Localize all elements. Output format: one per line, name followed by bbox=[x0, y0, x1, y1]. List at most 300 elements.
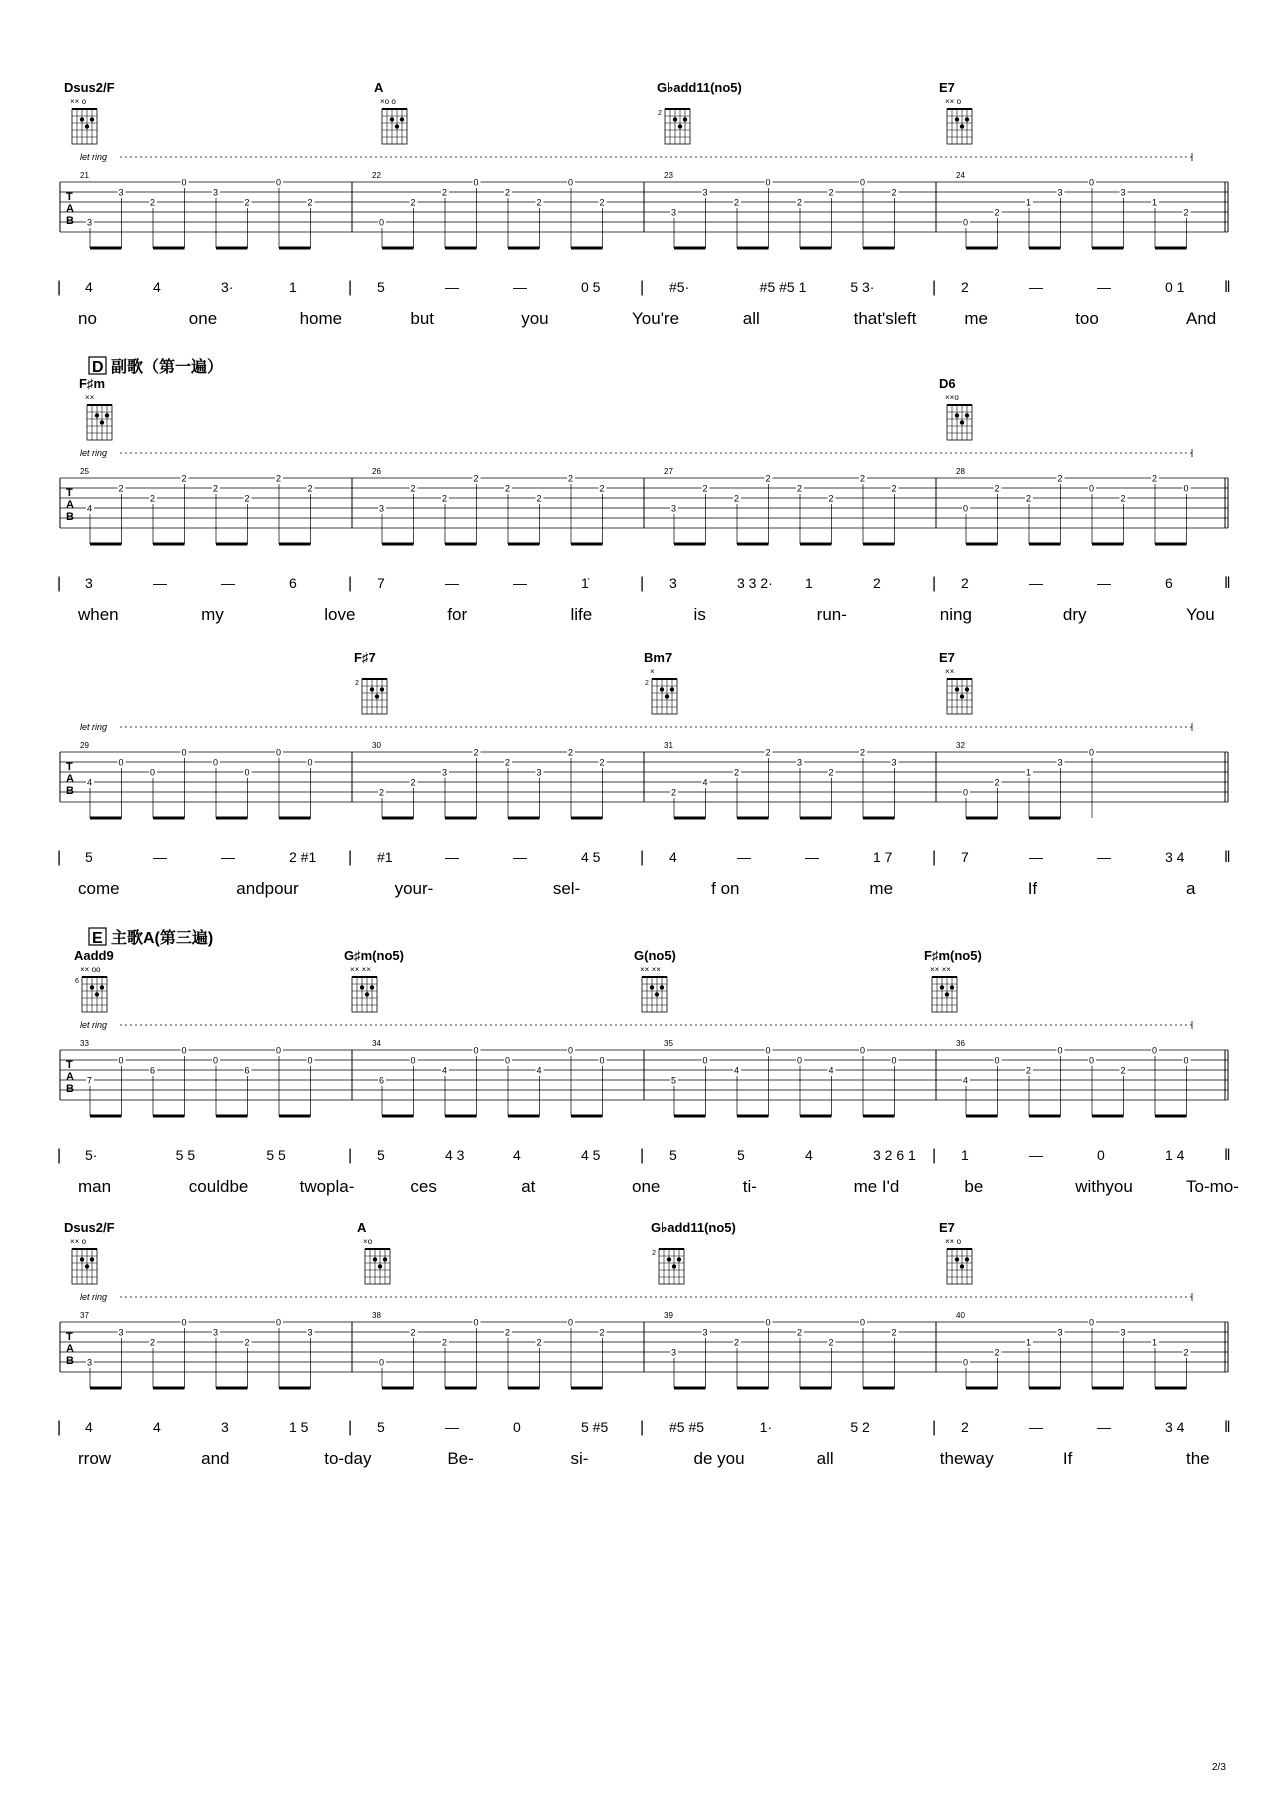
tab-fret-number: 2 bbox=[797, 1327, 803, 1338]
lyric-syllable: home bbox=[299, 309, 343, 328]
chord-fret-number: 2 bbox=[658, 110, 662, 117]
chord-finger-dot bbox=[100, 985, 104, 989]
lyric-syllable: come bbox=[78, 879, 120, 898]
jianpu-note: 4 5 bbox=[581, 1147, 601, 1163]
tab-fret-number: 2 bbox=[505, 1327, 511, 1338]
jianpu-note: 4 bbox=[669, 849, 677, 865]
jianpu-note: — bbox=[1097, 575, 1111, 591]
tab-fret-number: 0 bbox=[963, 217, 969, 228]
jianpu-note: — bbox=[153, 849, 167, 865]
tab-fret-number: 3 bbox=[379, 503, 385, 514]
measure bbox=[372, 171, 644, 248]
tab-fret-number: 2 bbox=[244, 197, 250, 208]
tab-fret-number: 2 bbox=[213, 483, 219, 494]
jianpu-barline: | bbox=[932, 849, 937, 866]
jianpu-barline: | bbox=[640, 575, 645, 592]
tab-fret-number: 0 bbox=[1183, 483, 1189, 494]
tab-fret-number: 2 bbox=[599, 757, 605, 768]
jianpu-note: 1 bbox=[289, 279, 297, 295]
chord-diagram bbox=[657, 80, 742, 144]
chord-finger-dot bbox=[400, 117, 404, 121]
lyric-syllable: sel- bbox=[552, 879, 581, 898]
jianpu-note: 2 bbox=[961, 1419, 969, 1435]
lyric-syllable: And bbox=[1186, 309, 1217, 328]
tab-fret-number: 2 bbox=[181, 473, 187, 484]
chord-finger-dot bbox=[95, 413, 99, 417]
lyric-syllable: no bbox=[78, 309, 97, 328]
jianpu-barline: | bbox=[57, 575, 62, 592]
tab-fret-number: 2 bbox=[797, 197, 803, 208]
tab-fret-number: 0 bbox=[276, 1317, 282, 1328]
lyric-syllable: the bbox=[1186, 1449, 1210, 1468]
tab-fret-number: 4 bbox=[87, 777, 93, 788]
tab-fret-number: 0 bbox=[963, 503, 969, 514]
measure-number: 39 bbox=[664, 1311, 673, 1320]
jianpu-note: 5 bbox=[377, 1147, 385, 1163]
measure bbox=[956, 1311, 1228, 1388]
measure-number: 36 bbox=[956, 1039, 965, 1048]
lyric-syllable: ning bbox=[939, 605, 972, 624]
jianpu-barline: ‖ bbox=[1224, 1419, 1231, 1436]
lyric-syllable: a bbox=[1186, 879, 1196, 898]
system-1 bbox=[57, 80, 1231, 328]
chord-name: A bbox=[357, 1220, 367, 1235]
system-3 bbox=[57, 650, 1231, 898]
chord-fret-number: 6 bbox=[75, 978, 79, 985]
chord-open-mute-markers: ×× ×× bbox=[640, 965, 661, 974]
chord-diagram bbox=[939, 650, 972, 714]
chord-finger-dot bbox=[667, 1257, 671, 1261]
jianpu-note: #1 bbox=[377, 849, 393, 865]
jianpu-note: 3 4 bbox=[1165, 849, 1185, 865]
measure bbox=[664, 171, 936, 248]
tab-fret-number: 3 bbox=[87, 217, 93, 228]
lyric-syllable: life bbox=[570, 605, 593, 624]
jianpu-barline: | bbox=[640, 849, 645, 866]
tab-fret-number: 1 bbox=[1152, 197, 1158, 208]
jianpu-note: 2 #1 bbox=[289, 849, 317, 865]
tab-fret-number: 0 bbox=[568, 177, 574, 188]
tab-fret-number: 0 bbox=[473, 1045, 479, 1056]
let-ring-label: let ring bbox=[80, 722, 108, 732]
tab-fret-number: 3 bbox=[118, 187, 124, 198]
tab-fret-number: 2 bbox=[536, 1337, 542, 1348]
tab-fret-number: 4 bbox=[734, 1065, 740, 1076]
jianpu-note: 7 bbox=[961, 849, 969, 865]
tab-fret-number: 0 bbox=[860, 1317, 866, 1328]
jianpu-barline: | bbox=[640, 1419, 645, 1436]
lyric-syllable: couldbe bbox=[188, 1177, 249, 1196]
chord-diagram bbox=[634, 948, 676, 1012]
lyric-syllable: me bbox=[869, 879, 894, 898]
lyric-syllable: If bbox=[1062, 1449, 1073, 1468]
lyric-syllable: all bbox=[816, 1449, 834, 1468]
section-title: 主歌A(第三遍) bbox=[111, 930, 214, 947]
tab-clef-T: T bbox=[66, 761, 73, 773]
jianpu-note: — bbox=[445, 1419, 459, 1435]
chord-name: G♭add11(no5) bbox=[651, 1220, 736, 1235]
tab-fret-number: 0 bbox=[181, 1317, 187, 1328]
tab-fret-number: 1 bbox=[1026, 1337, 1032, 1348]
jianpu-note: 2 bbox=[873, 575, 881, 591]
jianpu-note: 3 2 6 1 bbox=[873, 1147, 916, 1163]
jianpu-note: 4 bbox=[513, 1147, 521, 1163]
tab-fret-number: 2 bbox=[1120, 493, 1126, 504]
jianpu-note: 6 bbox=[1165, 575, 1173, 591]
jianpu-note: 2 bbox=[961, 575, 969, 591]
let-ring-label: let ring bbox=[80, 152, 108, 162]
chord-grid bbox=[365, 1249, 390, 1284]
tab-fret-number: 2 bbox=[891, 1327, 897, 1338]
tab-fret-number: 2 bbox=[473, 747, 479, 758]
chord-finger-dot bbox=[955, 413, 959, 417]
chord-name: G(no5) bbox=[634, 948, 676, 963]
tab-fret-number: 2 bbox=[599, 483, 605, 494]
chord-open-mute-markers: ×o o bbox=[380, 97, 396, 106]
lyric-syllable: To-mo- bbox=[1186, 1177, 1239, 1196]
measure bbox=[664, 741, 936, 818]
tab-fret-number: 2 bbox=[828, 1337, 834, 1348]
jianpu-note: 0 bbox=[513, 1419, 521, 1435]
tab-fret-number: 2 bbox=[1120, 1065, 1126, 1076]
tab-fret-number: 0 bbox=[1089, 177, 1095, 188]
tab-fret-number: 3 bbox=[702, 1327, 708, 1338]
tab-fret-number: 2 bbox=[150, 1337, 156, 1348]
chord-finger-dot bbox=[80, 117, 84, 121]
chord-diagram bbox=[939, 80, 972, 144]
chord-name: D6 bbox=[939, 376, 956, 391]
lyric-syllable: all bbox=[742, 309, 760, 328]
tab-fret-number: 3 bbox=[1057, 187, 1063, 198]
tab-fret-number: 0 bbox=[118, 757, 124, 768]
measure-number: 28 bbox=[956, 467, 965, 476]
lyric-syllable: and bbox=[201, 1449, 230, 1468]
measure-number: 33 bbox=[80, 1039, 89, 1048]
jianpu-note: — bbox=[1029, 1147, 1043, 1163]
chord-open-mute-markers: ×× ×× bbox=[930, 965, 951, 974]
tab-fret-number: 3 bbox=[1120, 1327, 1126, 1338]
chord-diagram bbox=[64, 1220, 115, 1284]
chord-grid bbox=[82, 977, 107, 1012]
jianpu-note: — bbox=[1029, 849, 1043, 865]
jianpu-note: 5 bbox=[377, 1419, 385, 1435]
tab-fret-number: 2 bbox=[994, 207, 1000, 218]
tab-fret-number: 0 bbox=[1089, 1055, 1095, 1066]
tab-fret-number: 0 bbox=[1089, 1317, 1095, 1328]
chord-open-mute-markers: ×× ×× bbox=[350, 965, 371, 974]
measure-number: 31 bbox=[664, 741, 673, 750]
tab-fret-number: 2 bbox=[765, 747, 771, 758]
tab-fret-number: 3 bbox=[536, 767, 542, 778]
tab-fret-number: 2 bbox=[536, 493, 542, 504]
jianpu-barline: ‖ bbox=[1224, 849, 1231, 866]
jianpu-note: 0 bbox=[1097, 1147, 1105, 1163]
chord-finger-dot bbox=[370, 985, 374, 989]
tab-fret-number: 2 bbox=[410, 777, 416, 788]
lyric-syllable: twopla- bbox=[299, 1177, 355, 1196]
lyric-syllable: ti- bbox=[742, 1177, 757, 1196]
jianpu-note: 5 5 bbox=[175, 1147, 196, 1163]
tab-fret-number: 3 bbox=[1057, 1327, 1063, 1338]
tab-fret-number: 0 bbox=[181, 177, 187, 188]
tab-fret-number: 0 bbox=[244, 767, 250, 778]
chord-finger-dot bbox=[940, 985, 944, 989]
jianpu-note: — bbox=[221, 849, 235, 865]
lyric-syllable: one bbox=[188, 309, 218, 328]
jianpu-note: 3 4 bbox=[1165, 1419, 1185, 1435]
tab-fret-number: 0 bbox=[1089, 483, 1095, 494]
jianpu-note: 5 bbox=[377, 279, 385, 295]
lyric-syllable: me I'd bbox=[853, 1177, 900, 1196]
tab-fret-number: 0 bbox=[276, 747, 282, 758]
jianpu-barline: | bbox=[348, 279, 353, 296]
chord-grid bbox=[72, 1249, 97, 1284]
chord-finger-dot bbox=[673, 117, 677, 121]
jianpu-note: — bbox=[737, 849, 751, 865]
jianpu-note: 3· bbox=[221, 279, 234, 295]
chord-name: F♯m bbox=[79, 376, 105, 391]
tab-fret-number: 2 bbox=[536, 197, 542, 208]
lyric-syllable: too bbox=[1075, 309, 1099, 328]
tab-fret-number: 3 bbox=[1057, 757, 1063, 768]
chord-open-mute-markers: ×× o bbox=[945, 1237, 962, 1246]
tab-fret-number: 4 bbox=[536, 1065, 542, 1076]
chord-finger-dot bbox=[655, 992, 659, 996]
tab-fret-number: 6 bbox=[244, 1065, 250, 1076]
jianpu-note: 4 5 bbox=[581, 849, 601, 865]
jianpu-note: 5 5 bbox=[266, 1147, 286, 1163]
tab-fret-number: 0 bbox=[1183, 1055, 1189, 1066]
chord-diagram bbox=[354, 650, 387, 714]
chord-name: E7 bbox=[939, 1220, 955, 1235]
tab-fret-number: 2 bbox=[860, 473, 866, 484]
tab-fret-number: 0 bbox=[994, 1055, 1000, 1066]
jianpu-note: — bbox=[1029, 279, 1043, 295]
jianpu-note: — bbox=[1097, 849, 1111, 865]
tab-fret-number: 2 bbox=[828, 187, 834, 198]
tab-fret-number: 2 bbox=[473, 473, 479, 484]
chord-finger-dot bbox=[380, 687, 384, 691]
measure bbox=[80, 467, 352, 544]
chord-finger-dot bbox=[660, 985, 664, 989]
measure-number: 26 bbox=[372, 467, 381, 476]
jianpu-note: — bbox=[513, 849, 527, 865]
tab-fret-number: 0 bbox=[568, 1317, 574, 1328]
tab-fret-number: 1 bbox=[1026, 197, 1032, 208]
chord-finger-dot bbox=[965, 413, 969, 417]
tab-fret-number: 0 bbox=[963, 787, 969, 798]
jianpu-barline: | bbox=[932, 1419, 937, 1436]
tab-fret-number: 0 bbox=[765, 177, 771, 188]
chord-open-mute-markers: ×× oo bbox=[80, 965, 101, 974]
jianpu-barline: | bbox=[57, 1419, 62, 1436]
tab-fret-number: 0 bbox=[963, 1357, 969, 1368]
tab-clef-A: A bbox=[66, 499, 74, 511]
chord-finger-dot bbox=[683, 117, 687, 121]
chord-open-mute-markers: ×o bbox=[363, 1237, 373, 1246]
chord-finger-dot bbox=[100, 420, 104, 424]
tab-clef-A: A bbox=[66, 1343, 74, 1355]
chord-fret-number: 2 bbox=[355, 680, 359, 687]
tab-fret-number: 2 bbox=[307, 483, 313, 494]
chord-finger-dot bbox=[955, 687, 959, 691]
tab-fret-number: 0 bbox=[307, 757, 313, 768]
chord-open-mute-markers: ×× o bbox=[70, 1237, 87, 1246]
jianpu-note: #5· bbox=[669, 279, 690, 295]
jianpu-barline: | bbox=[348, 1147, 353, 1164]
chord-finger-dot bbox=[965, 1257, 969, 1261]
tab-clef-T: T bbox=[66, 1331, 73, 1343]
tab-clef-B: B bbox=[66, 785, 74, 797]
tab-fret-number: 2 bbox=[599, 197, 605, 208]
jianpu-note: 7 bbox=[377, 575, 385, 591]
system-4 bbox=[57, 928, 1239, 1196]
tab-fret-number: 2 bbox=[442, 493, 448, 504]
chord-name: F♯m(no5) bbox=[924, 948, 982, 963]
jianpu-note: 0 5 bbox=[581, 279, 601, 295]
tab-fret-number: 2 bbox=[410, 483, 416, 494]
chord-finger-dot bbox=[960, 124, 964, 128]
jianpu-barline: | bbox=[348, 849, 353, 866]
tab-fret-number: 0 bbox=[276, 1045, 282, 1056]
measure-number: 29 bbox=[80, 741, 89, 750]
lyric-syllable: you bbox=[521, 309, 549, 328]
system-2 bbox=[57, 357, 1231, 624]
tab-clef-B: B bbox=[66, 215, 74, 227]
jianpu-note: 1 bbox=[961, 1147, 969, 1163]
jianpu-note: #5 #5 bbox=[669, 1419, 705, 1435]
tab-fret-number: 2 bbox=[568, 473, 574, 484]
tab-fret-number: 3 bbox=[213, 187, 219, 198]
lyric-syllable: but bbox=[410, 309, 435, 328]
chord-finger-dot bbox=[650, 985, 654, 989]
jianpu-note: 5· bbox=[85, 1147, 98, 1163]
chord-finger-dot bbox=[95, 992, 99, 996]
tab-fret-number: 0 bbox=[860, 1045, 866, 1056]
chord-finger-dot bbox=[105, 413, 109, 417]
jianpu-note: 3 bbox=[669, 575, 677, 591]
jianpu-barline: | bbox=[932, 1147, 937, 1164]
tab-fret-number: 2 bbox=[505, 483, 511, 494]
lyric-syllable: when bbox=[78, 605, 119, 624]
chord-finger-dot bbox=[678, 124, 682, 128]
jianpu-note: 4 3 bbox=[445, 1147, 465, 1163]
jianpu-note: 1 bbox=[805, 575, 813, 591]
tab-fret-number: 3 bbox=[87, 1357, 93, 1368]
jianpu-barline: | bbox=[932, 575, 937, 592]
chord-diagram bbox=[644, 650, 677, 714]
measure bbox=[372, 741, 644, 818]
measure-number: 27 bbox=[664, 467, 673, 476]
tab-fret-number: 2 bbox=[828, 767, 834, 778]
chord-fret-number: 2 bbox=[652, 1250, 656, 1257]
jianpu-note: 4 bbox=[85, 279, 93, 295]
tab-fret-number: 2 bbox=[442, 1337, 448, 1348]
lyric-syllable: theway bbox=[939, 1449, 994, 1468]
lyric-syllable: one bbox=[632, 1177, 661, 1196]
chord-grid bbox=[947, 679, 972, 714]
tab-fret-number: 2 bbox=[828, 493, 834, 504]
section-letter: E bbox=[92, 930, 103, 947]
jianpu-barline: | bbox=[348, 575, 353, 592]
jianpu-note: 1· bbox=[759, 1419, 773, 1435]
chord-finger-dot bbox=[955, 117, 959, 121]
tab-fret-number: 2 bbox=[1183, 207, 1189, 218]
jianpu-note: 3 3 2· bbox=[737, 575, 773, 591]
tab-fret-number: 0 bbox=[1057, 1045, 1063, 1056]
lyric-syllable: for bbox=[447, 605, 468, 624]
tab-fret-number: 0 bbox=[276, 177, 282, 188]
tab-fret-number: 2 bbox=[442, 187, 448, 198]
chord-open-mute-markers: ×× bbox=[85, 393, 95, 402]
lyric-syllable: is bbox=[693, 605, 706, 624]
chord-finger-dot bbox=[360, 985, 364, 989]
chord-finger-dot bbox=[960, 1264, 964, 1268]
measure bbox=[372, 1039, 644, 1116]
tab-fret-number: 2 bbox=[994, 483, 1000, 494]
lyric-syllable: dry bbox=[1062, 605, 1087, 624]
measure-number: 22 bbox=[372, 171, 381, 180]
tab-fret-number: 0 bbox=[505, 1055, 511, 1066]
measure-number: 23 bbox=[664, 171, 673, 180]
tab-fret-number: 1 bbox=[1152, 1337, 1158, 1348]
tab-fret-number: 2 bbox=[671, 787, 677, 798]
jianpu-barline: | bbox=[640, 279, 645, 296]
jianpu-note: — bbox=[513, 575, 527, 591]
tab-fret-number: 4 bbox=[828, 1065, 834, 1076]
lyric-syllable: You're bbox=[632, 309, 680, 328]
tab-fret-number: 2 bbox=[568, 747, 574, 758]
tab-fret-number: 2 bbox=[118, 483, 124, 494]
tab-fret-number: 0 bbox=[568, 1045, 574, 1056]
tab-fret-number: 3 bbox=[671, 503, 677, 514]
measure bbox=[80, 1311, 352, 1388]
tab-fret-number: 2 bbox=[1026, 493, 1032, 504]
jianpu-barline: ‖ bbox=[1224, 575, 1231, 592]
tab-fret-number: 3 bbox=[891, 757, 897, 768]
tab-clef-T: T bbox=[66, 487, 73, 499]
chord-open-mute-markers: ×× o bbox=[945, 97, 962, 106]
chord-grid bbox=[659, 1249, 684, 1284]
lyric-syllable: be bbox=[964, 1177, 984, 1196]
jianpu-note: — bbox=[221, 575, 235, 591]
tab-fret-number: 3 bbox=[671, 1347, 677, 1358]
tab-fret-number: 3 bbox=[307, 1327, 313, 1338]
chord-finger-dot bbox=[677, 1257, 681, 1261]
tab-fret-number: 0 bbox=[213, 757, 219, 768]
measure bbox=[80, 171, 352, 248]
tab-fret-number: 2 bbox=[410, 197, 416, 208]
chord-grid bbox=[382, 109, 407, 144]
tab-fret-number: 0 bbox=[702, 1055, 708, 1066]
tab-fret-number: 2 bbox=[734, 197, 740, 208]
chord-finger-dot bbox=[90, 1257, 94, 1261]
tab-clef-A: A bbox=[66, 1071, 74, 1083]
tab-fret-number: 6 bbox=[150, 1065, 156, 1076]
jianpu-note: 5 bbox=[669, 1147, 677, 1163]
jianpu-barline: | bbox=[57, 849, 62, 866]
jianpu-barline: | bbox=[932, 279, 937, 296]
jianpu-note: 3 bbox=[85, 575, 93, 591]
chord-grid bbox=[932, 977, 957, 1012]
chord-diagram bbox=[374, 80, 407, 144]
tab-fret-number: 2 bbox=[1057, 473, 1063, 484]
chord-finger-dot bbox=[960, 420, 964, 424]
chord-grid bbox=[642, 977, 667, 1012]
tab-fret-number: 2 bbox=[765, 473, 771, 484]
chord-name: E7 bbox=[939, 650, 955, 665]
tab-fret-number: 4 bbox=[442, 1065, 448, 1076]
